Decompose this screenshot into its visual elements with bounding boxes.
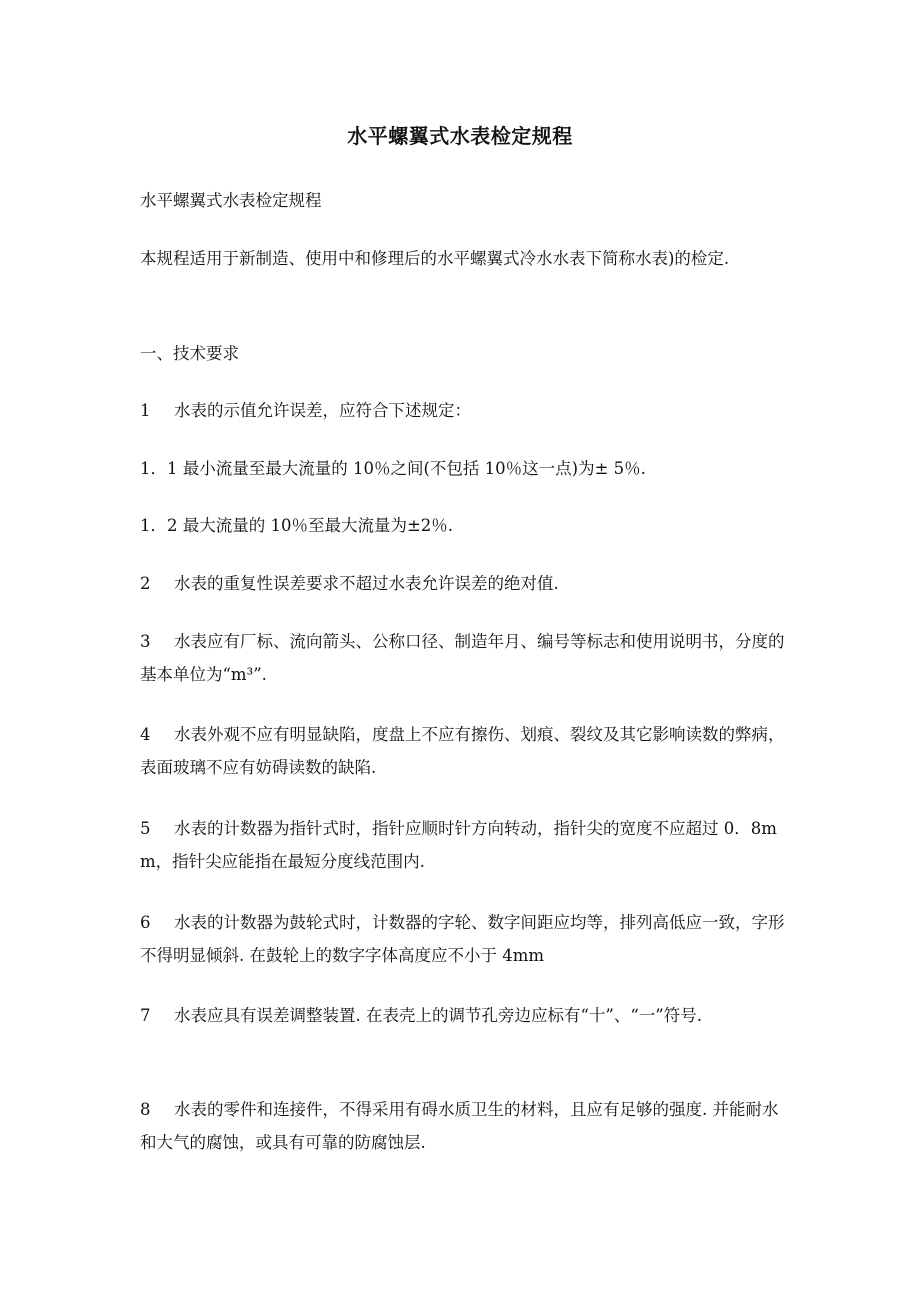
item-text: 水表的重复性误差要求不超过水表允许误差的绝对值. [174,574,559,593]
item-1 [140,394,788,427]
item-number: 1 [140,401,151,420]
item-number: 6 [140,913,151,932]
item-number: 2 [140,574,151,593]
item-number: 5 [140,819,151,838]
item-3 [140,625,788,691]
item-text: 水表的零件和连接件，不得采用有碍水质卫生的材料，且应有足够的强度. 并能耐水和大气的腐蚀，或具有可靠的防腐蚀层. [140,1100,779,1152]
item-number: 7 [140,1006,151,1025]
item-number: 3 [140,632,151,651]
item-text: 水表应具有误差调整装置. 在表壳上的调节孔旁边应标有“十”、“一”符号. [174,1006,702,1025]
item-number: 4 [140,725,151,744]
item-4 [140,718,788,784]
item-5 [140,812,788,878]
item-1-2 [140,509,788,542]
item-text: 1．2 最大流量的 10％至最大流量为±2％. [140,516,454,535]
item-2 [140,567,788,600]
item-8 [140,1093,788,1159]
item-text: 水表的计数器为指针式时，指针应顺时针方向转动，指针尖的宽度不应超过 0．8mm，指针尖应能指在最短分度线范围内. [140,819,777,871]
document-subtitle: 水平螺翼式水表检定规程 [140,191,322,210]
item-text: 1．1 最小流量至最大流量的 10％之间(不包括 10％这一点)为± 5％. [140,459,646,478]
item-1-1 [140,452,788,485]
item-text: 水表外观不应有明显缺陷，度盘上不应有擦伤、划痕、裂纹及其它影响读数的弊病，表面玻璃不应有妨碍读数的缺陷. [140,725,785,777]
item-number: 8 [140,1100,151,1119]
item-text: 水表的计数器为鼓轮式时，计数器的字轮、数字间距应均等，排列高低应一致，字形不得明显倾斜. 在鼓轮上的数字字体高度应不小于 4mm [140,913,785,965]
section-heading: 一、技术要求 [140,344,239,363]
document-title: 水平螺翼式水表检定规程 [347,124,573,148]
item-7 [140,999,788,1032]
intro-paragraph: 本规程适用于新制造、使用中和修理后的水平螺翼式冷水水表下简称水表)的检定. [140,249,730,268]
item-6 [140,906,788,972]
item-text: 水表应有厂标、流向箭头、公称口径、制造年月、编号等标志和使用说明书，分度的基本单位为“m³”. [140,632,785,684]
item-text: 水表的示值允许误差，应符合下述规定： [174,401,471,420]
